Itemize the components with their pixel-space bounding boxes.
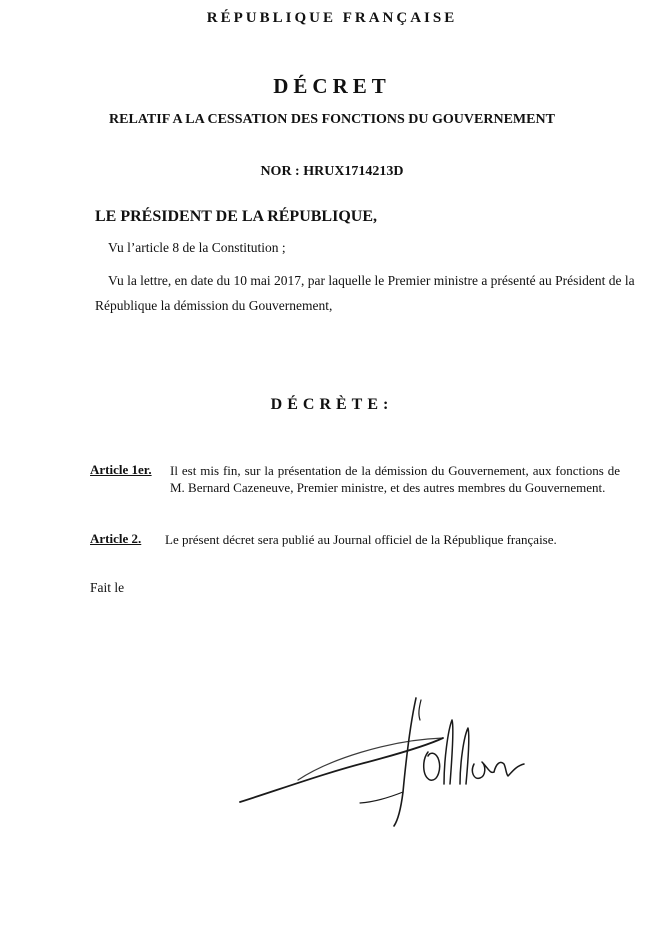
decrete-heading: DÉCRÈTE:: [270, 396, 394, 413]
fait-le: Fait le: [90, 580, 125, 595]
visa-constitution: Vu l’article 8 de la Constitution ;: [108, 240, 286, 255]
article-1-text: Il est mis fin, sur la présentation de la démission du Gouvernement, aux fonctions de M. Bernard Cazeneuve, Premier ministre, et des autres membres du Gouvernement.: [170, 463, 620, 495]
article-2-text: Le présent décret sera publié au Journal officiel de la République française.: [165, 532, 557, 547]
nor-reference: NOR : HRUX1714213D: [260, 164, 404, 179]
republic-header: RÉPUBLIQUE FRANÇAISE: [206, 10, 458, 26]
decree-subject: RELATIF A LA CESSATION DES FONCTIONS DU GOUVERNEMENT: [109, 112, 555, 127]
visa-letter: Vu la lettre, en date du 10 mai 2017, par laquelle le Premier ministre a présenté au Président de la République la démission du Gouvernement,: [95, 273, 635, 313]
article-1-label: Article 1er.: [90, 462, 152, 477]
article-2-label: Article 2.: [90, 531, 142, 546]
authority-heading: LE PRÉSIDENT DE LA RÉPUBLIQUE,: [95, 208, 377, 225]
decree-title: DÉCRET: [273, 74, 391, 98]
handwritten-signature-icon: [238, 680, 528, 840]
